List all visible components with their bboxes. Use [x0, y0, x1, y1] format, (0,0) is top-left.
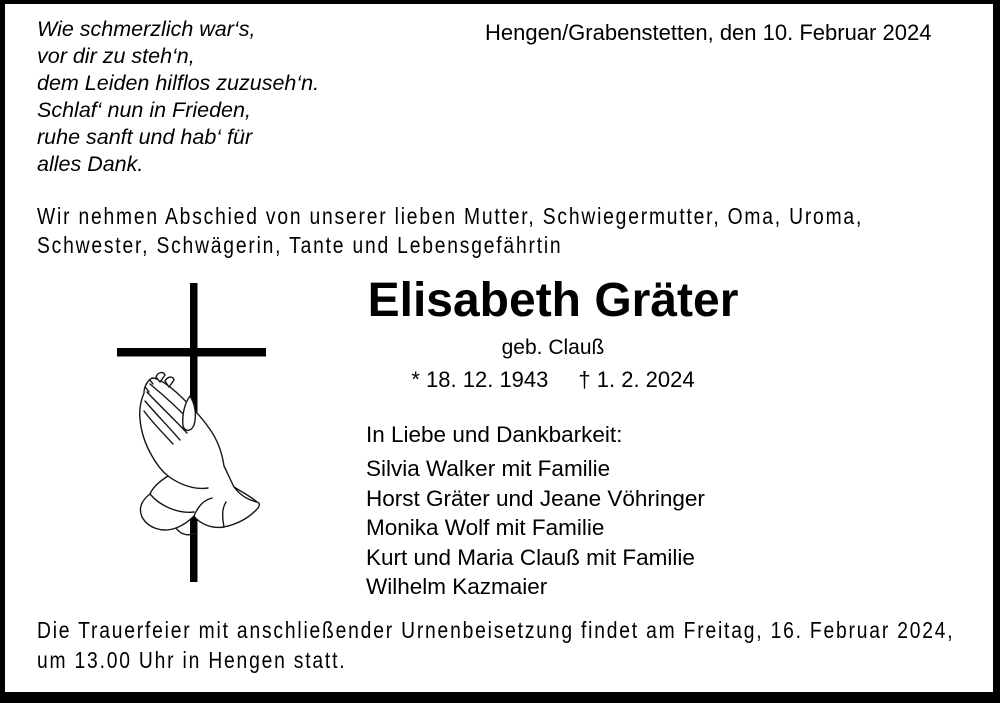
- praying-hands-icon: [140, 373, 260, 535]
- mourner-item: Wilhelm Kazmaier: [366, 574, 548, 599]
- mourner-item: Silvia Walker mit Familie: [366, 456, 611, 481]
- mourner-item: Horst Gräter und Jeane Vöhringer: [366, 485, 705, 511]
- praying-hands-with-cross-illustration: [100, 276, 270, 586]
- poem-line: Wie schmerzlich war‘s,: [37, 17, 256, 41]
- poem-line: Schlaf‘ nun in Frieden,: [37, 98, 251, 122]
- funeral-information: [37, 615, 954, 675]
- place-dateline: Hengen/Grabenstetten, den 10. Februar 2024: [485, 20, 932, 45]
- deceased-name: Elisabeth Gräter: [367, 274, 739, 327]
- poem-line: ruhe sanft und hab‘ für: [37, 125, 253, 149]
- mourner-item: Kurt und Maria Clauß mit Familie: [366, 544, 695, 570]
- farewell-intro-line: Wir nehmen Abschied von unserer lieben Mutter, Schwiegermutter, Oma, Uroma,: [37, 203, 864, 229]
- condolence-poem: [37, 16, 319, 178]
- farewell-intro-line: Schwester, Schwägerin, Tante und Lebensgefährtin: [37, 231, 563, 258]
- birth-date: * 18. 12. 1943: [411, 367, 549, 392]
- deceased-birth-name: geb. Clauß: [501, 336, 605, 359]
- funeral-info-line: Die Trauerfeier mit anschließender Urnenbeisetzung findet am Freitag, 16. Februar 2024,: [37, 617, 955, 643]
- poem-line: dem Leiden hilflos zuzuseh‘n.: [37, 71, 320, 95]
- funeral-info-line: um 13.00 Uhr in Hengen statt.: [37, 647, 347, 673]
- poem-line: alles Dank.: [37, 152, 144, 176]
- mourner-item: Monika Wolf mit Familie: [366, 515, 605, 540]
- poem-line: vor dir zu steh‘n,: [37, 44, 195, 68]
- praying-hands-artwork: [100, 276, 270, 586]
- death-date: † 1. 2. 2024: [578, 367, 695, 392]
- farewell-intro: [37, 202, 863, 259]
- mourners-list: [366, 454, 705, 602]
- mourners-heading: In Liebe und Dankbarkeit:: [366, 422, 623, 447]
- life-dates: [411, 367, 694, 393]
